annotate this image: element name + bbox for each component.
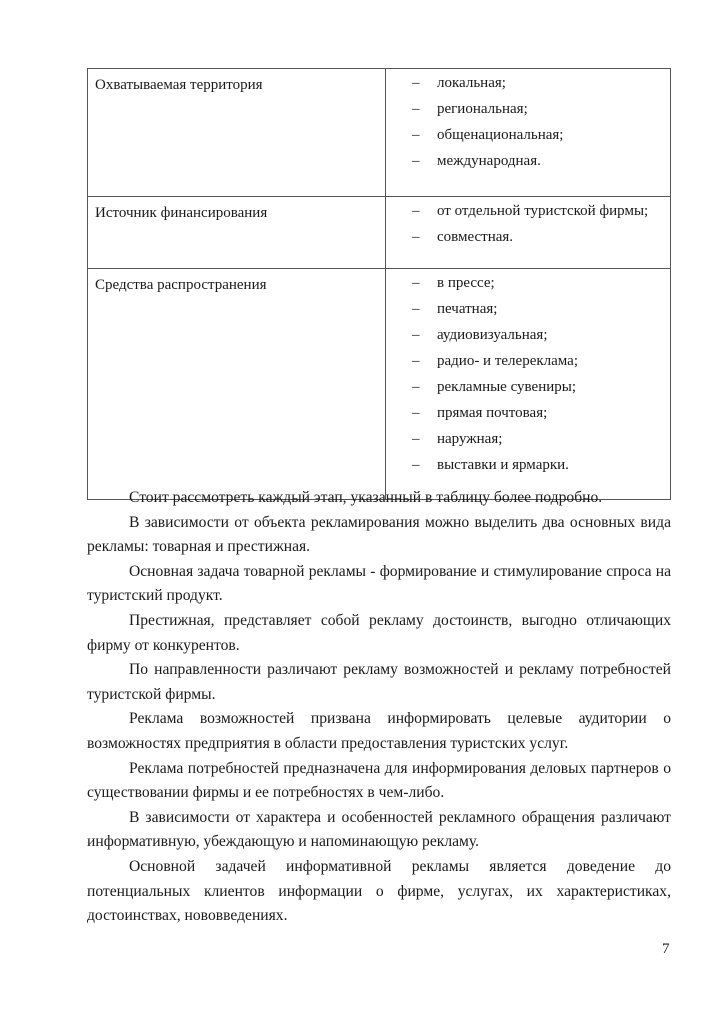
value-list: [412, 73, 670, 177]
list-item: [412, 351, 670, 377]
dash-marker: –: [412, 327, 420, 343]
list-item-text: радио- и телереклама;: [437, 353, 578, 369]
table-row: [88, 269, 671, 500]
dash-marker: –: [412, 431, 420, 447]
list-item: [412, 299, 670, 325]
advertising-classification-table: [87, 68, 671, 500]
dash-marker: –: [412, 275, 420, 291]
row-label: Охватываемая территория: [88, 69, 386, 197]
list-item: [412, 273, 670, 299]
list-item: [412, 151, 670, 177]
list-item: [412, 73, 670, 99]
list-item: [412, 227, 670, 253]
list-item-text: прямая почтовая;: [437, 405, 548, 421]
dash-marker: –: [412, 75, 420, 91]
dash-marker: –: [412, 405, 420, 421]
list-item-text: аудиовизуальная;: [437, 327, 548, 343]
paragraph: В зависимости от характера и особенностей рекламного обращения различают информативную, убеждающую и напоминающую рекламу.: [87, 808, 671, 851]
row-label: Средства распространения: [88, 269, 386, 500]
dash-marker: –: [412, 353, 420, 369]
list-item-text: международная.: [437, 153, 541, 169]
row-label: Источник финансирования: [88, 197, 386, 269]
list-item-text: выставки и ярмарки.: [437, 457, 569, 473]
dash-marker: –: [412, 229, 420, 245]
table-row: [88, 197, 671, 269]
paragraph: Реклама возможностей призвана информировать целевые аудитории о возможностях предприятия в области предоставления туристских услуг.: [87, 710, 671, 752]
dash-marker: –: [412, 153, 420, 169]
row-values: [386, 197, 671, 269]
list-item: [412, 429, 670, 455]
dash-marker: –: [412, 457, 420, 473]
list-item-text: в прессе;: [437, 275, 495, 291]
table-row: [88, 69, 671, 197]
paragraph: По направленности различают рекламу возможностей и рекламу потребностей туристской фирмы.: [87, 661, 671, 703]
list-item: [412, 99, 670, 125]
value-list: [412, 273, 670, 481]
list-item: [412, 455, 670, 481]
list-item: [412, 377, 670, 403]
row-values: [386, 269, 671, 500]
list-item-text: от отдельной туристской фирмы;: [437, 203, 649, 219]
paragraph: В зависимости от объекта рекламирования можно выделить два основных вида рекламы: товарная и престижная.: [87, 513, 671, 556]
list-item: [412, 201, 670, 227]
paragraph: Престижная, представляет собой рекламу достоинств, выгодно отличающих фирму от конкурентов.: [87, 611, 671, 654]
list-item-text: локальная;: [437, 75, 506, 91]
dash-marker: –: [412, 127, 420, 143]
list-item-text: совместная.: [437, 229, 514, 245]
list-item-text: наружная;: [437, 431, 503, 447]
row-values: [386, 69, 671, 197]
paragraph: Основной задачей информативной рекламы является доведение до потенциальных клиентов информации о фирме, услугах, их характеристиках, достоинствах, нововведениях.: [87, 857, 671, 925]
paragraph: Стоит рассмотреть каждый этап, указанный в таблицу более подробно.: [129, 489, 603, 506]
body-text: [87, 486, 671, 929]
value-list: [412, 201, 670, 253]
list-item-text: общенациональная;: [437, 127, 564, 143]
page-number: 7: [662, 941, 670, 957]
dash-marker: –: [412, 301, 420, 317]
paragraph: Реклама потребностей предназначена для информирования деловых партнеров о существовании фирмы и ее потребностях в чем-либо.: [87, 759, 671, 802]
list-item: [412, 325, 670, 351]
list-item-text: печатная;: [437, 301, 498, 317]
list-item: [412, 403, 670, 429]
list-item: [412, 125, 670, 151]
paragraph: Основная задача товарной рекламы - формирование и стимулирование спроса на туристский продукт.: [87, 562, 671, 605]
dash-marker: –: [412, 203, 420, 219]
dash-marker: –: [412, 101, 420, 117]
dash-marker: –: [412, 379, 420, 395]
list-item-text: рекламные сувениры;: [437, 379, 577, 395]
list-item-text: региональная;: [437, 101, 528, 117]
